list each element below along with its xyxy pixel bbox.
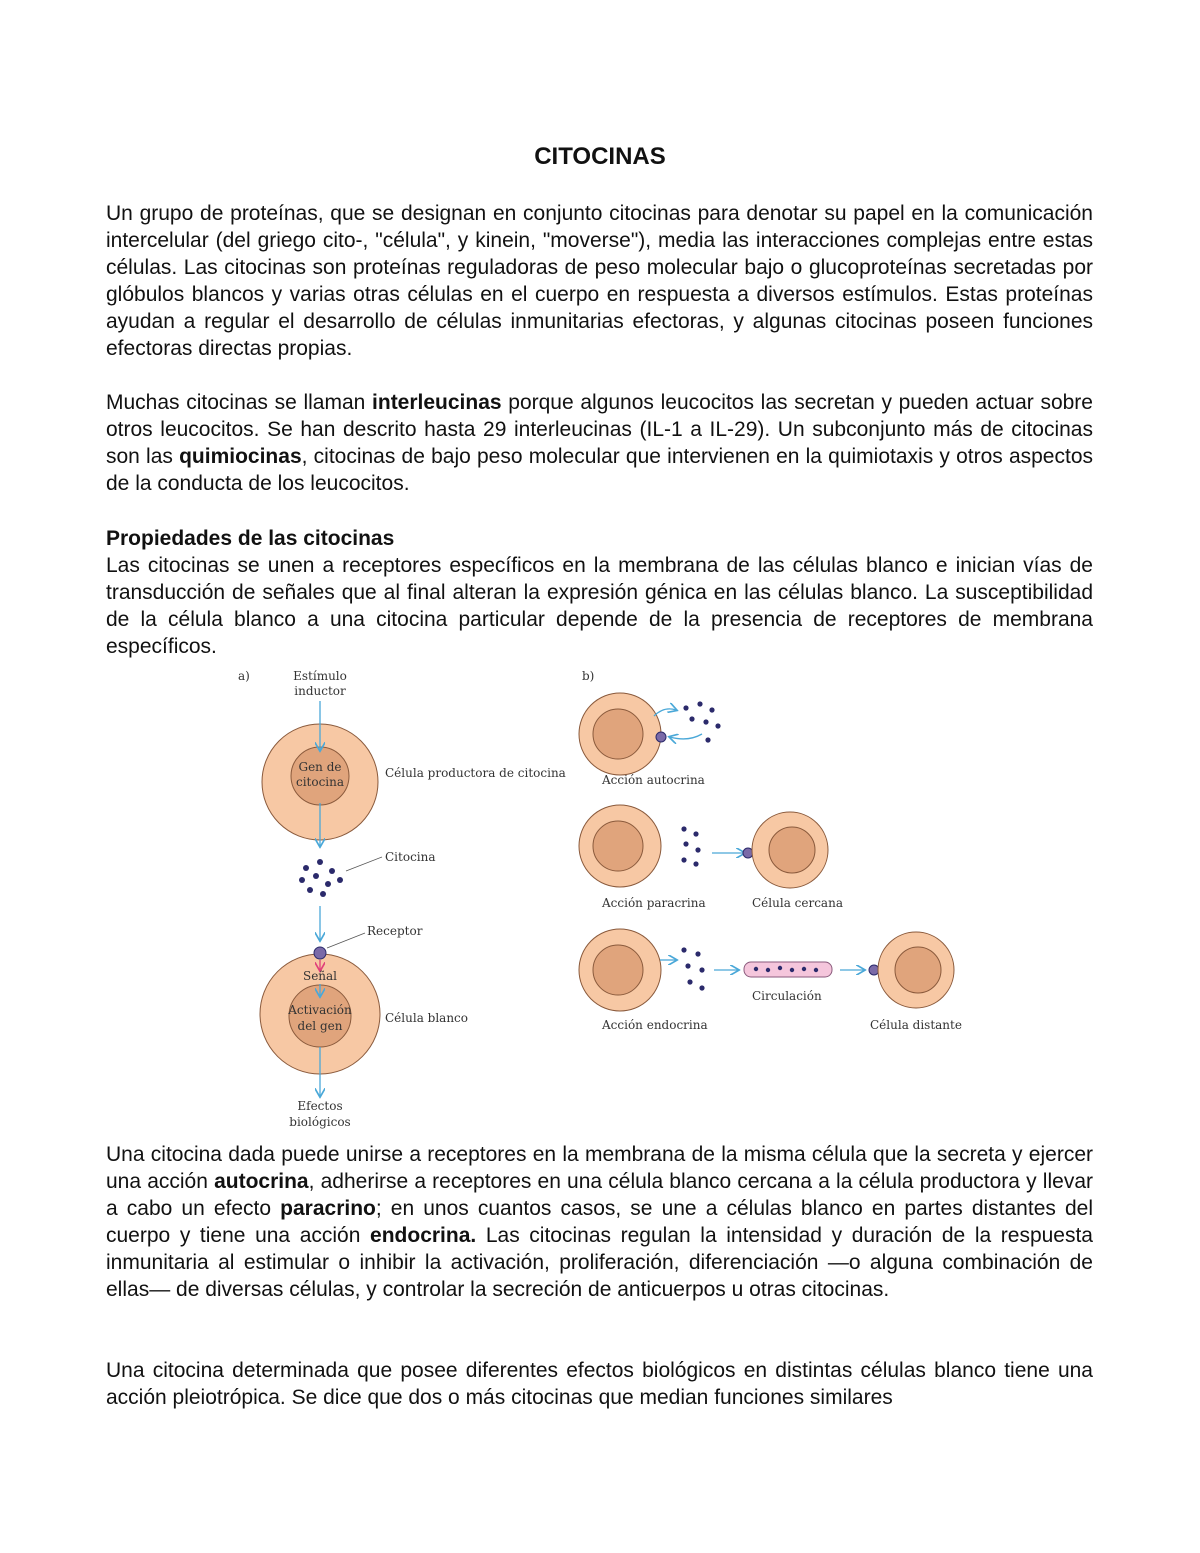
receptor-icon (314, 947, 326, 959)
distant-cell-label: Célula distante (870, 1018, 962, 1032)
activation-label-2: del gen (297, 1019, 343, 1033)
section-propiedades (106, 525, 1093, 660)
receptor-leader (327, 933, 365, 948)
paragraph-pleiotropica-text: Una citocina determinada que posee diferentes efectos biológicos en distintas células blanco tiene una acción pleiotrópica. Se dice que dos o más citocinas que median funciones similares (106, 1359, 1093, 1409)
autocrine-label: Acción autocrina (602, 773, 705, 787)
paragraph-pleiotropica (106, 1357, 1093, 1411)
paragraph-intro (106, 200, 1093, 362)
nearby-nucleus (769, 827, 815, 873)
distant-nucleus (895, 947, 941, 993)
paracrine-nucleus (593, 821, 643, 871)
target-cell-label: Célula blanco (385, 1011, 469, 1025)
autocrine-arrow-out (654, 709, 676, 716)
text-run: Muchas citocinas se llaman (106, 391, 373, 414)
autocrine-receptor (656, 732, 666, 742)
panel-b-label: b) (582, 669, 595, 683)
stimulus-label-1: Estímulo (293, 669, 347, 683)
producer-cell-label: Célula productora de citocina (385, 766, 566, 780)
autocrine-arrow-in (670, 734, 702, 739)
text-run: , citocinas de bajo peso molecular que intervienen en la quimiotaxis y otros aspectos de la conducta de los leucocitos. (106, 445, 1094, 495)
bold-term-quimiocinas: quimiocinas (179, 445, 302, 468)
effects-label-1: Efectos (297, 1099, 343, 1113)
text-run: , adherirse a receptores en una célula blanco cercana a la célula productora y llevar a cabo un efecto (106, 1170, 1093, 1220)
cytokine-figure (230, 664, 970, 1134)
autocrine-nucleus (593, 709, 643, 759)
cytokine-dots (299, 859, 343, 897)
text-run: ; en unos cuantos casos, se une a células blanco en partes distantes del cuerpo y tiene una acción (106, 1197, 1093, 1247)
stimulus-label-2: inductor (294, 684, 346, 698)
receptor-label: Receptor (367, 924, 423, 938)
autocrine-dots (683, 701, 720, 742)
paracrine-receptor (743, 848, 753, 858)
paracrine-dots (681, 826, 700, 866)
page-title: CITOCINAS (534, 143, 666, 170)
endocrine-nucleus (593, 945, 643, 995)
activation-label-1: Activación (288, 1003, 352, 1017)
effects-label-2: biológicos (289, 1115, 351, 1129)
paragraph-propiedades-text: Las citocinas se unen a receptores específicos en la membrana de las células blanco e inician vías de transducción de señales que al final alteran la expresión génica en las células blanco. La susceptibilidad de la célula blanco a una citocina particular depende de la presencia de receptores de membrana específicos. (106, 554, 1093, 658)
bold-term-endocrina: endocrina. (370, 1224, 477, 1247)
cytokine-leader (346, 857, 382, 871)
signal-label: Señal (302, 969, 338, 983)
nearby-cell-label: Célula cercana (752, 896, 843, 910)
text-run: porque algunos leucocitos las secretan y pueden actuar sobre otros leucocitos. Se han descrito hasta 29 interleucinas (IL-1 a IL-29). Un subconjunto más de citocinas son las (106, 391, 1093, 468)
endocrine-dots (681, 947, 704, 990)
paragraph-intro-text: Un grupo de proteínas, que se designan en conjunto citocinas para denotar su papel en la comunicación intercelular (del griego cito-, "célula", y kinein, "moverse"), media las interacciones complejas entre estas células. Las citocinas son proteínas reguladoras de peso molecular bajo o glucoproteínas secretadas por glóbulos blancos y varias otras células en el cuerpo en respuesta a diversos estímulos. Estas proteínas ayudan a regular el desarrollo de células inmunitarias efectoras, y algunas citocinas poseen funciones efectoras directas propias. (106, 202, 1093, 360)
paragraph-acciones (106, 1141, 1093, 1303)
bold-term-interleucinas: interleucinas (372, 391, 502, 414)
paragraph-interleucinas (106, 389, 1093, 497)
endocrine-label: Acción endocrina (602, 1018, 708, 1032)
paracrine-label: Acción paracrina (602, 896, 706, 910)
section-heading: Propiedades de las citocinas (106, 527, 395, 550)
bold-term-paracrino: paracrino (280, 1197, 376, 1220)
circulation-label: Circulación (752, 989, 822, 1003)
gene-label-2: citocina (295, 775, 345, 789)
cytokine-label: Citocina (385, 850, 436, 864)
text-run: Las citocinas regulan la intensidad y duración de la respuesta inmunitaria al estimular o inhibir la activación, proliferación, diferenciación —o alguna combinación de ellas— de diversas células, y controlar la secreción de anticuerpos u otras citocinas. (106, 1224, 1093, 1301)
text-run: Una citocina dada puede unirse a receptores en la membrana de la misma célula que la secreta y ejercer una acción (106, 1143, 1093, 1193)
gene-label-1: Gen de (298, 760, 342, 774)
bold-term-autocrina: autocrina (214, 1170, 309, 1193)
panel-a-label: a) (238, 669, 250, 683)
